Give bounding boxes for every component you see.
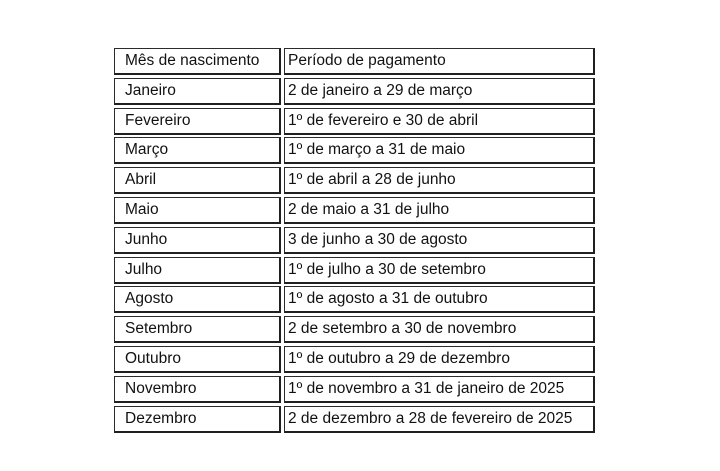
period-cell: 1º de março a 31 de maio [284,137,595,164]
month-cell: Outubro [114,346,281,373]
table-header-row [114,48,595,75]
period-cell: 2 de janeiro a 29 de março [284,78,595,105]
period-cell: 2 de dezembro a 28 de fevereiro de 2025 [284,406,595,433]
payment-schedule-table [114,48,595,435]
period-cell: 1º de julho a 30 de setembro [284,257,595,284]
period-cell: 1º de outubro a 29 de dezembro [284,346,595,373]
table-row [114,197,595,224]
month-cell: Setembro [114,316,281,343]
period-cell: 2 de setembro a 30 de novembro [284,316,595,343]
table-row [114,78,595,105]
table-row [114,346,595,373]
period-cell: 1º de fevereiro e 30 de abril [284,108,595,135]
table-row [114,286,595,313]
month-cell: Março [114,137,281,164]
table-row [114,137,595,164]
month-cell: Agosto [114,286,281,313]
month-cell: Novembro [114,376,281,403]
table-row [114,376,595,403]
period-cell: 2 de maio a 31 de julho [284,197,595,224]
period-cell: 3 de junho a 30 de agosto [284,227,595,254]
month-cell: Maio [114,197,281,224]
table-row [114,167,595,194]
table-row [114,108,595,135]
header-period-cell: Período de pagamento [284,48,595,75]
month-cell: Junho [114,227,281,254]
table-row [114,316,595,343]
header-month-cell: Mês de nascimento [114,48,281,75]
month-cell: Dezembro [114,406,281,433]
month-cell: Fevereiro [114,108,281,135]
period-cell: 1º de novembro a 31 de janeiro de 2025 [284,376,595,403]
period-cell: 1º de agosto a 31 de outubro [284,286,595,313]
table-row [114,227,595,254]
table-row [114,257,595,284]
period-cell: 1º de abril a 28 de junho [284,167,595,194]
month-cell: Abril [114,167,281,194]
table-row [114,406,595,433]
month-cell: Julho [114,257,281,284]
month-cell: Janeiro [114,78,281,105]
